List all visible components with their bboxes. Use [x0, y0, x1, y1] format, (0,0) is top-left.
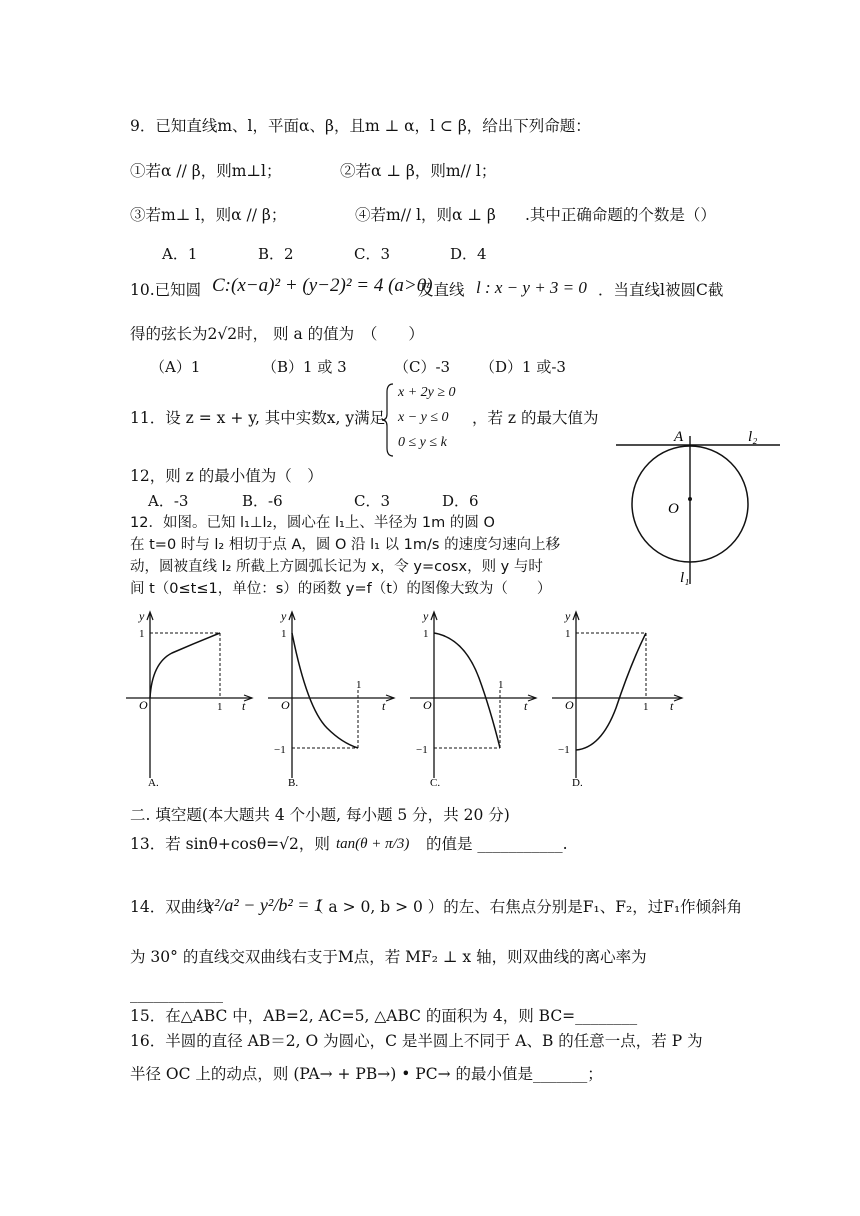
q12-line2: 在 t=0 时与 l₂ 相切于点 A，圆 O 沿 l₁ 以 1m/s 的速度匀速向上移	[130, 537, 561, 553]
q10-option-c: （C）-3	[394, 358, 451, 376]
q9-prop3: ③若m⊥ l，则α // β；	[130, 206, 287, 224]
point-a-label: A	[674, 429, 684, 445]
q12-line3: 动，圆被直线 l₂ 所截上方圆弧长记为 x，令 y=cosx，则 y 与时	[130, 559, 543, 575]
q14-lead: 14．双曲线	[130, 898, 212, 916]
q9-prop1: ①若α // β，则m⊥l；	[130, 162, 282, 180]
q9-prop2: ②若α ⊥ β，则m// l；	[340, 162, 497, 180]
q10-option-a: （A）1	[150, 358, 201, 376]
graph-a-y-label: y	[139, 609, 145, 623]
q11-option-a: A．-3	[148, 492, 189, 510]
q14-equation: x²/a² − y²/b² = 1	[206, 895, 323, 915]
graph-a-label: A.	[148, 777, 159, 788]
q10-circle-equation: C:(x−a)² + (y−2)² = 4 (a>0)	[212, 275, 433, 296]
q10-lead: 10.已知圆	[130, 281, 202, 299]
q11-condition-1: x + 2y ≥ 0	[398, 385, 456, 400]
q11-option-c: C．3	[354, 492, 391, 510]
graph-b-y-one: 1	[281, 628, 287, 640]
q11-brace	[381, 382, 395, 458]
graph-a-origin: O	[139, 698, 148, 712]
graph-c-y-label: y	[423, 609, 429, 623]
q15-text: 15．在△ABC 中，AB=2, AC=5, △ABC 的面积为 4，则 BC=________	[130, 1007, 638, 1025]
graph-d-y-label: y	[565, 609, 571, 623]
q16-line2: 半径 OC 上的动点，则 (PA→ + PB→) • PC→ 的最小值是_______；	[130, 1065, 603, 1083]
q10-line1-tail: ．当直线l被圆C截	[598, 281, 724, 299]
q13-lead: 13．若 sinθ+cosθ=√2，则	[130, 835, 330, 853]
graph-d-y-one: 1	[565, 628, 571, 640]
graph-b-origin: O	[281, 698, 290, 712]
graph-d-t-label: t	[670, 699, 674, 713]
graph-option-b	[262, 608, 397, 788]
q12-line1: 12．如图。已知 l₁⊥l₂，圆心在 l₁上、半径为 1m 的圆 O	[130, 515, 495, 531]
circle-figure	[612, 424, 782, 594]
graph-option-c	[404, 608, 539, 788]
q14-tail: （ a > 0, b > 0 ）的左、右焦点分别是F₁、F₂，过F₁作倾斜角	[308, 898, 743, 916]
section-2-heading: 二. 填空题(本大题共 4 个小题, 每小题 5 分，共 20 分)	[130, 806, 510, 824]
q9-option-c: C．3	[354, 245, 391, 263]
graph-a-y-one: 1	[139, 628, 145, 640]
graph-option-a	[120, 608, 255, 788]
graph-b-y-label: y	[281, 609, 287, 623]
q10-line2: 得的弦长为2√2时， 则 a 的值为 （ ）	[130, 325, 424, 343]
line-l2-label: l₂	[748, 429, 758, 445]
graph-d-origin: O	[565, 698, 574, 712]
q11-option-b: B．-6	[242, 492, 283, 510]
q9-line1: 9．已知直线m、l，平面α、β，且m ⊥ α，l ⊂ β，给出下列命题：	[130, 117, 591, 135]
q9-question-tail: .其中正确命题的个数是（）	[525, 206, 716, 224]
q13-expression: tan(θ + π/3)	[336, 836, 410, 852]
q10-line-equation: l : x − y + 3 = 0	[476, 278, 587, 297]
graph-c-label: C.	[430, 777, 441, 788]
graph-b-x-tick: 1	[356, 679, 362, 691]
q11-condition-3: 0 ≤ y ≤ k	[398, 435, 447, 450]
graph-b-t-label: t	[382, 699, 386, 713]
graph-c-x-tick: 1	[498, 679, 504, 691]
graph-a-t-label: t	[242, 699, 246, 713]
q9-option-d: D．4	[450, 245, 487, 263]
graph-c-y-neg: −1	[416, 744, 428, 756]
center-o-label: O	[668, 501, 679, 517]
q11-lead: 11．设 z = x + y, 其中实数x, y满足	[130, 409, 386, 427]
q9-option-b: B．2	[258, 245, 294, 263]
graph-d-label: D.	[572, 777, 583, 788]
line-l1-label: l₁	[680, 570, 690, 586]
q14-blank: ____________	[130, 985, 223, 1003]
q9-option-a: A．1	[162, 245, 198, 263]
q11-condition-2: x − y ≤ 0	[398, 410, 449, 425]
graph-d-x-tick: 1	[643, 701, 649, 713]
q11-option-d: D．6	[442, 492, 479, 510]
q14-line2: 为 30° 的直线交双曲线右支于M点，若 MF₂ ⊥ x 轴，则双曲线的离心率为	[130, 948, 647, 966]
q10-option-d: （D）1 或-3	[480, 358, 566, 376]
graph-d-y-neg: −1	[558, 744, 570, 756]
graph-option-d	[546, 608, 686, 788]
q13-tail: 的值是 ___________.	[426, 835, 568, 853]
q10-and-line: 及直线	[418, 281, 465, 299]
graph-a-x-tick: 1	[217, 701, 223, 713]
q10-option-b: （B）1 或 3	[262, 358, 347, 376]
graph-c-y-one: 1	[423, 628, 429, 640]
q12-line4: 间 t（0≤t≤1，单位：s）的函数 y=f（t）的图像大致为（ ）	[130, 581, 552, 597]
graph-b-label: B.	[288, 777, 299, 788]
q11-tail: ，若 z 的最大值为	[472, 409, 599, 427]
graph-c-t-label: t	[524, 699, 528, 713]
graph-b-y-neg: −1	[274, 744, 286, 756]
q11-line2: 12，则 z 的最小值为（ ）	[130, 467, 323, 485]
q16-line1: 16．半圆的直径 AB＝2, O 为圆心，C 是半圆上不同于 A、B 的任意一点，若 P 为	[130, 1032, 703, 1050]
graph-c-origin: O	[423, 698, 432, 712]
q9-prop4: ④若m// l，则α ⊥ β	[355, 206, 496, 224]
